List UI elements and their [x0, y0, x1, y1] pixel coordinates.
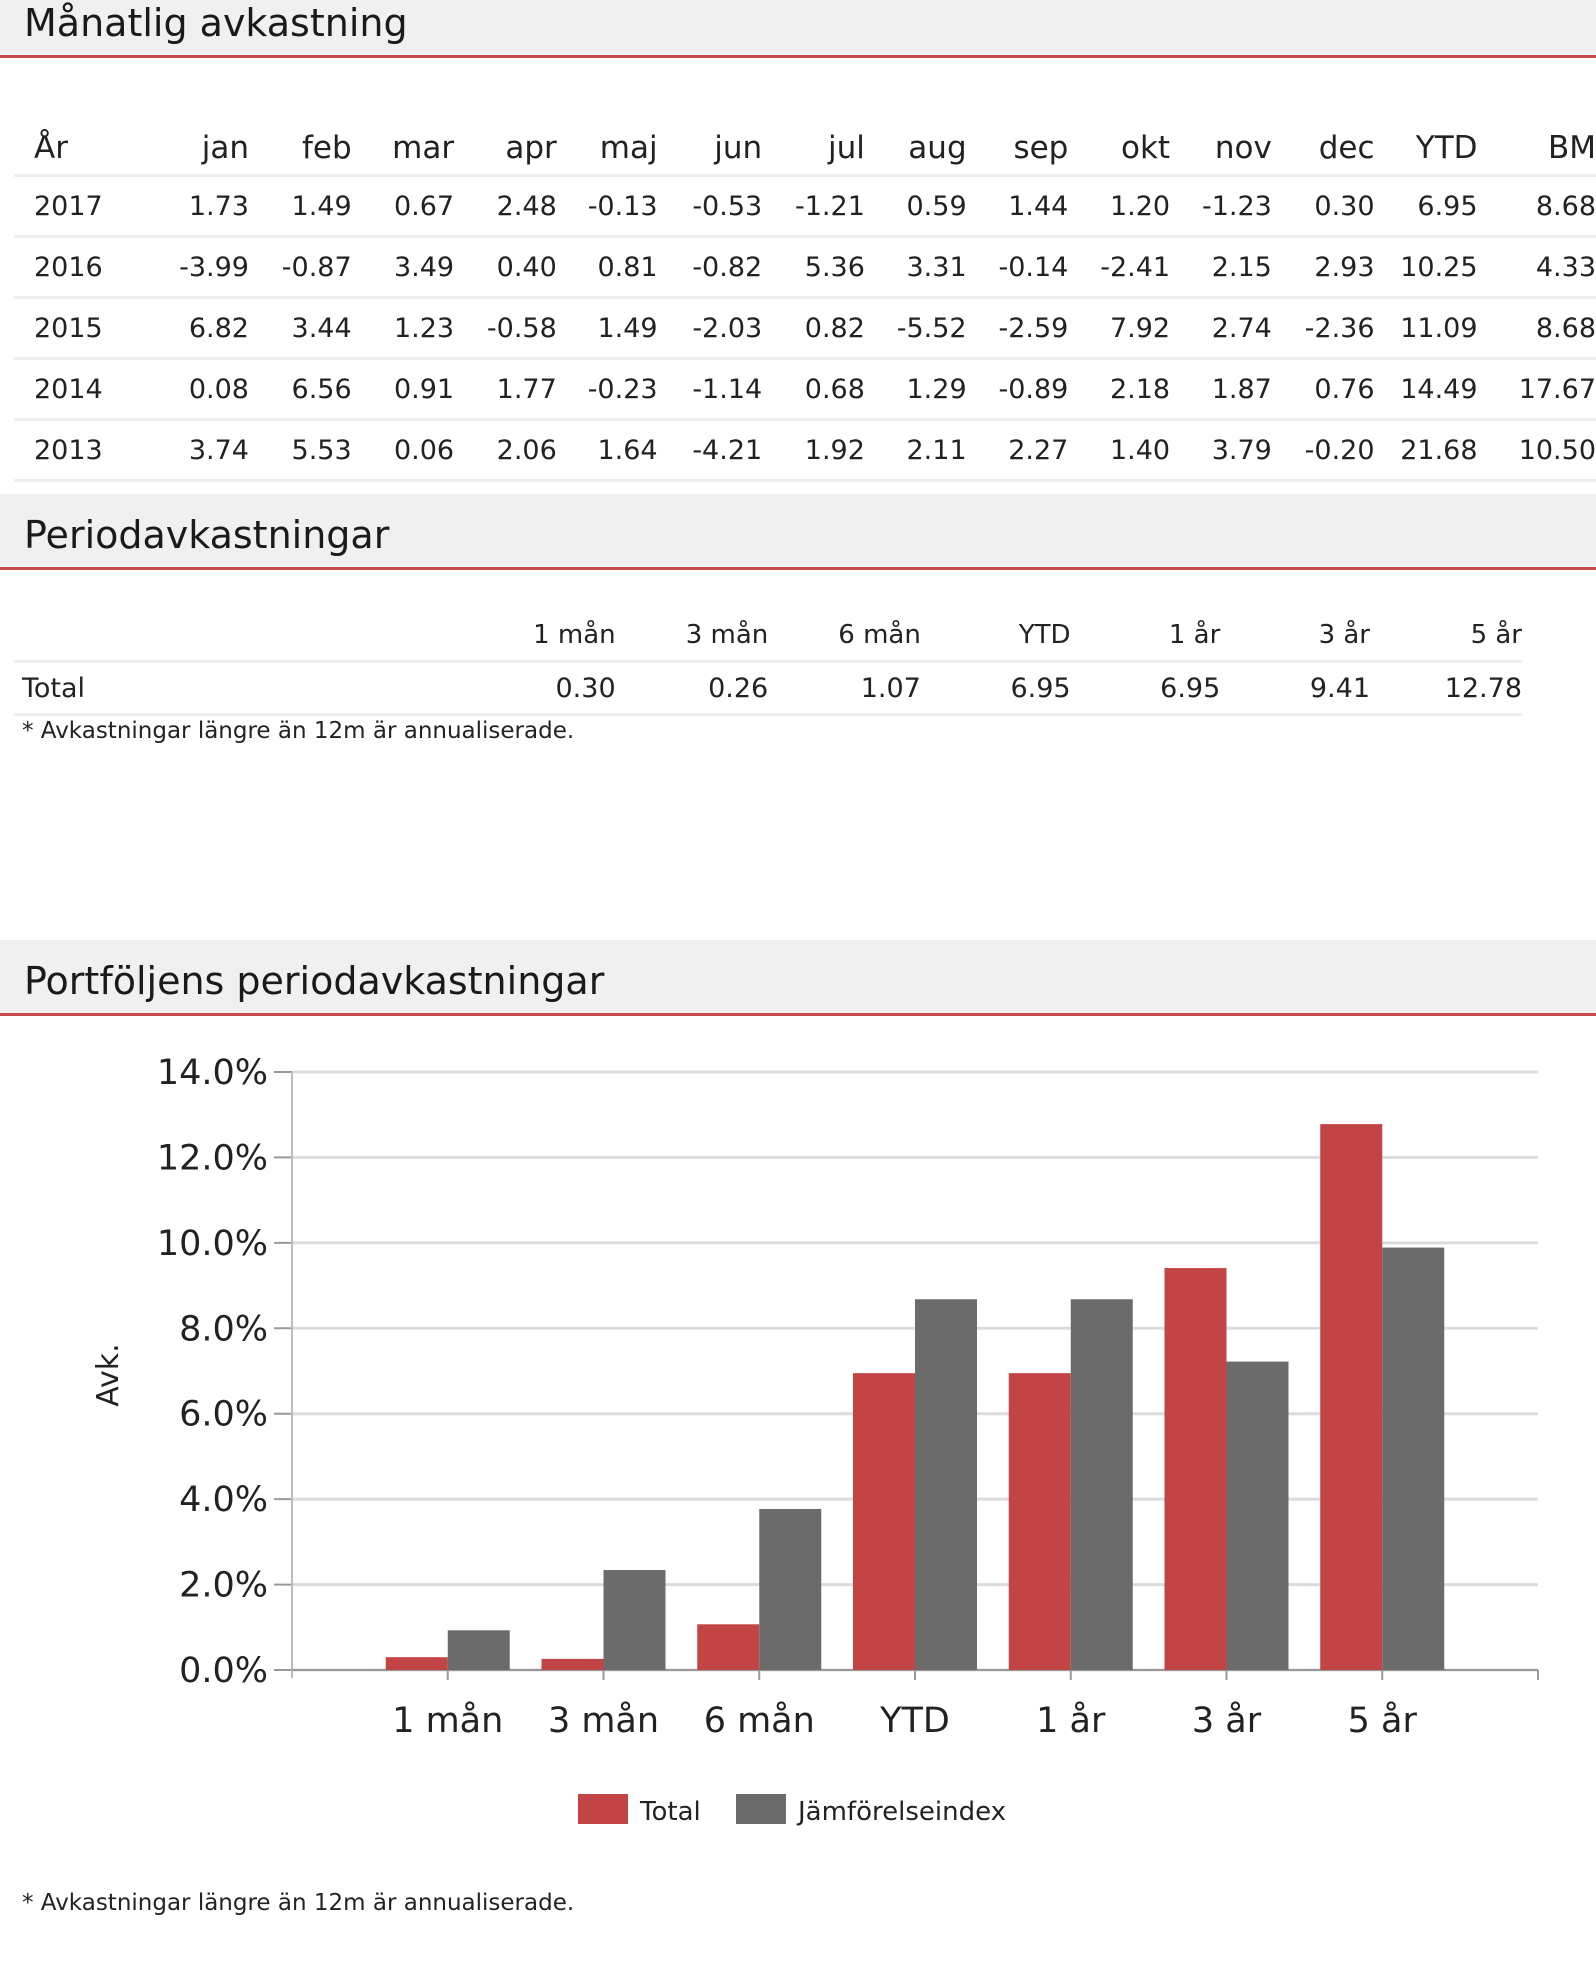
period-returns-chart — [0, 1030, 1596, 1900]
y-tick-label: 12.0% — [156, 1138, 268, 1179]
table-cell: 2.74 — [1170, 298, 1272, 359]
table-cell: 1.73 — [150, 176, 249, 237]
table-cell: 3.74 — [150, 420, 249, 481]
period-header-7: 5 år — [1470, 620, 1522, 650]
table-cell: -0.13 — [557, 176, 658, 237]
table-cell: 14.49 — [1375, 359, 1478, 420]
bar-index — [1227, 1362, 1289, 1670]
table-cell: 2.11 — [865, 420, 967, 481]
monthly-header-6: jun — [714, 130, 763, 166]
x-tick-label: 1 mån — [392, 1701, 504, 1741]
bar-total — [853, 1373, 915, 1670]
period-returns-table — [14, 598, 1522, 716]
table-cell: 0.91 — [352, 359, 454, 420]
table-cell: -0.23 — [557, 359, 658, 420]
table-cell: 1.44 — [967, 176, 1069, 237]
table-cell: -4.21 — [658, 420, 763, 481]
bar-total — [542, 1659, 604, 1670]
monthly-header-14: BM — [1547, 130, 1596, 166]
chart-section-header — [0, 940, 1596, 1016]
table-cell: 0.59 — [865, 176, 967, 237]
x-tick-label: 6 mån — [703, 1701, 815, 1741]
table-cell: -0.14 — [967, 237, 1069, 298]
table-cell: 10.50 — [1478, 420, 1596, 481]
table-cell: 6.95 — [1071, 662, 1221, 715]
period-section-title: Periodavkastningar — [24, 513, 390, 557]
monthly-returns-table — [14, 110, 1596, 482]
legend-label-total: Total — [640, 1797, 701, 1827]
x-tick-label: 3 mån — [547, 1701, 660, 1741]
period-header-0 — [14, 598, 466, 662]
table-row — [14, 237, 1596, 298]
table-cell: Total — [14, 662, 466, 715]
bar-index — [1382, 1248, 1444, 1670]
monthly-header-1: jan — [201, 130, 249, 166]
table-cell: -2.36 — [1272, 298, 1375, 359]
period-header-5: 1 år — [1168, 620, 1221, 650]
table-cell: -1.14 — [658, 359, 763, 420]
x-tick-label: 3 år — [1191, 1701, 1262, 1741]
bar-total — [697, 1624, 759, 1670]
monthly-header-13: YTD — [1415, 130, 1478, 166]
period-header-6: 3 år — [1318, 620, 1370, 650]
period-header-3: 6 mån — [838, 620, 921, 650]
x-tick-label: 5 år — [1347, 1701, 1417, 1741]
table-row — [14, 298, 1596, 359]
table-cell: -2.59 — [967, 298, 1069, 359]
monthly-header-7: jul — [828, 130, 865, 166]
table-cell: 0.26 — [616, 662, 769, 715]
table-cell: 10.25 — [1375, 237, 1478, 298]
table-cell: 3.44 — [249, 298, 352, 359]
table-cell: 0.68 — [762, 359, 865, 420]
bar-total — [1320, 1124, 1382, 1670]
legend-label-index: Jämförelseindex — [798, 1797, 1006, 1827]
table-cell: 2014 — [14, 359, 150, 420]
bar-index — [448, 1630, 510, 1670]
y-tick-label: 10.0% — [156, 1223, 268, 1264]
table-cell: -1.23 — [1170, 176, 1272, 237]
legend-swatch-total — [578, 1794, 628, 1824]
table-cell: 2.48 — [454, 176, 557, 237]
table-cell: -0.87 — [249, 237, 352, 298]
table-cell: 6.82 — [150, 298, 249, 359]
monthly-header-0: År — [34, 130, 68, 166]
table-cell: 4.33 — [1478, 237, 1596, 298]
period-section-header — [0, 494, 1596, 570]
table-cell: 1.20 — [1068, 176, 1170, 237]
table-cell: 8.68 — [1478, 176, 1596, 237]
table-row — [14, 359, 1596, 420]
table-cell: 1.07 — [768, 662, 921, 715]
table-cell: 0.81 — [557, 237, 658, 298]
table-cell: 1.49 — [249, 176, 352, 237]
table-cell: 6.95 — [921, 662, 1071, 715]
monthly-header-9: sep — [1013, 130, 1069, 166]
y-tick-label: 2.0% — [179, 1565, 268, 1606]
table-cell: 1.49 — [557, 298, 658, 359]
table-cell: 2017 — [14, 176, 150, 237]
table-cell: 1.40 — [1068, 420, 1170, 481]
y-tick-label: 8.0% — [179, 1309, 268, 1350]
y-tick-label: 0.0% — [179, 1651, 268, 1691]
table-cell: 6.56 — [249, 359, 352, 420]
table-cell: 3.31 — [865, 237, 967, 298]
table-cell: 5.53 — [249, 420, 352, 481]
monthly-header-3: mar — [392, 130, 455, 166]
x-tick-label: 1 år — [1036, 1701, 1106, 1741]
table-cell: 2.93 — [1272, 237, 1375, 298]
bar-index — [759, 1509, 821, 1670]
monthly-section-header — [0, 0, 1596, 58]
table-cell: 17.67 — [1478, 359, 1596, 420]
table-cell: 0.40 — [454, 237, 557, 298]
table-cell: 2.27 — [967, 420, 1069, 481]
table-cell: 2016 — [14, 237, 150, 298]
bar-index — [1071, 1299, 1133, 1670]
table-cell: -5.52 — [865, 298, 967, 359]
table-cell: -0.89 — [967, 359, 1069, 420]
monthly-header-10: okt — [1121, 130, 1171, 166]
monthly-header-8: aug — [908, 130, 967, 166]
table-cell: -0.53 — [658, 176, 763, 237]
y-axis-label: Avk. — [91, 1343, 126, 1407]
monthly-header-2: feb — [302, 130, 352, 166]
table-cell: -1.21 — [762, 176, 865, 237]
y-tick-label: 4.0% — [179, 1480, 268, 1521]
bar-total — [1009, 1373, 1071, 1670]
table-cell: 1.87 — [1170, 359, 1272, 420]
monthly-header-4: apr — [505, 130, 557, 166]
monthly-header-5: maj — [599, 130, 658, 166]
table-cell: -0.82 — [658, 237, 763, 298]
legend-swatch-index — [736, 1794, 786, 1824]
table-cell: 5.36 — [762, 237, 865, 298]
table-cell: 0.06 — [352, 420, 454, 481]
bar-total — [386, 1657, 448, 1670]
table-row — [14, 420, 1596, 481]
table-row — [14, 176, 1596, 237]
table-cell: 2013 — [14, 420, 150, 481]
period-header-2: 3 mån — [685, 620, 769, 650]
table-cell: -3.99 — [150, 237, 249, 298]
table-cell: 0.67 — [352, 176, 454, 237]
table-cell: 0.76 — [1272, 359, 1375, 420]
table-cell: -2.41 — [1068, 237, 1170, 298]
table-cell: 0.82 — [762, 298, 865, 359]
table-cell: 1.64 — [557, 420, 658, 481]
table-cell: -0.58 — [454, 298, 557, 359]
x-tick-label: YTD — [880, 1701, 950, 1741]
period-header-1: 1 mån — [533, 620, 616, 650]
table-cell: 2.06 — [454, 420, 557, 481]
footnote-annualized: * Avkastningar längre än 12m är annualiserade. — [22, 718, 575, 744]
chart-section-title: Portföljens periodavkastningar — [24, 959, 605, 1003]
period-header-row — [14, 598, 1522, 662]
bar-index — [915, 1299, 977, 1670]
table-row — [14, 662, 1522, 715]
monthly-header-row — [14, 110, 1596, 176]
table-cell: 7.92 — [1068, 298, 1170, 359]
monthly-section-title: Månatlig avkastning — [24, 1, 408, 45]
table-cell: 6.95 — [1375, 176, 1478, 237]
table-cell: 11.09 — [1375, 298, 1478, 359]
table-cell: -2.03 — [658, 298, 763, 359]
monthly-header-12: dec — [1318, 130, 1375, 166]
table-cell: 2015 — [14, 298, 150, 359]
y-tick-label: 14.0% — [156, 1053, 268, 1093]
y-tick-label: 6.0% — [179, 1394, 268, 1435]
footnote-annualized-chart: * Avkastningar längre än 12m är annualiserade. — [22, 1890, 575, 1916]
table-cell: 1.29 — [865, 359, 967, 420]
table-cell: 0.30 — [466, 662, 616, 715]
bar-index — [604, 1570, 666, 1670]
table-cell: -0.20 — [1272, 420, 1375, 481]
table-cell: 3.49 — [352, 237, 454, 298]
monthly-header-11: nov — [1214, 130, 1272, 166]
table-cell: 1.92 — [762, 420, 865, 481]
bar-total — [1165, 1268, 1227, 1670]
table-cell: 21.68 — [1375, 420, 1478, 481]
table-cell: 2.18 — [1068, 359, 1170, 420]
table-cell: 9.41 — [1220, 662, 1370, 715]
table-cell: 12.78 — [1370, 662, 1522, 715]
table-cell: 1.23 — [352, 298, 454, 359]
period-header-4: YTD — [1018, 620, 1071, 650]
table-cell: 0.30 — [1272, 176, 1375, 237]
table-cell: 0.08 — [150, 359, 249, 420]
table-cell: 8.68 — [1478, 298, 1596, 359]
table-cell: 1.77 — [454, 359, 557, 420]
table-cell: 3.79 — [1170, 420, 1272, 481]
table-cell: 2.15 — [1170, 237, 1272, 298]
